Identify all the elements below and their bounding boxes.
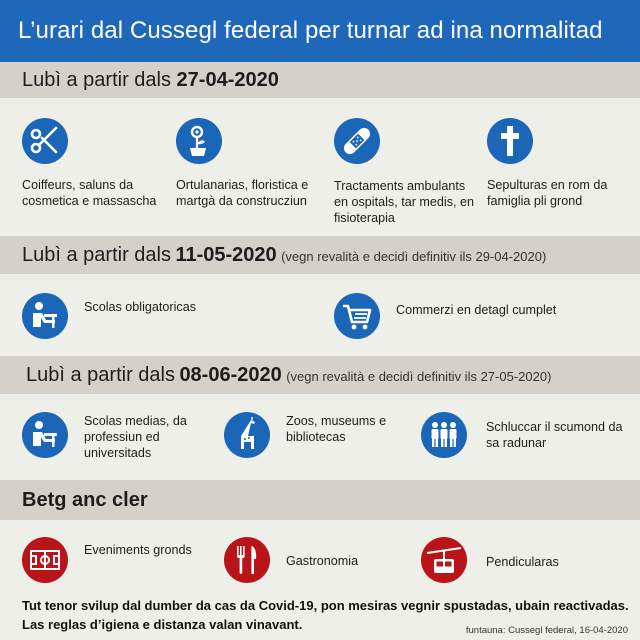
section-heading-prefix: Lubì a partir dals	[26, 364, 175, 386]
section-panel-4	[0, 520, 640, 592]
section-heading-prefix: Lubì a partir dals	[22, 244, 171, 266]
section-heading-date: 08-06-2020	[179, 364, 282, 386]
item-label-assembly: Schluccar il scumond da sa radunar	[486, 420, 623, 450]
cable-car-icon	[421, 537, 467, 583]
item-label-zoos: Zoos, museums e bibliotecas	[286, 414, 387, 444]
section-heading-prefix: Betg anc cler	[22, 489, 148, 511]
bandage-icon	[334, 118, 380, 164]
cutlery-icon	[224, 537, 270, 583]
item-label-schools: Scolas obligatoricas	[84, 300, 197, 314]
page-title: L’urari dal Cussegl federal per turnar ad ina normalitad	[0, 0, 640, 62]
item-label-retail: Commerzi en detagl cumplet	[396, 303, 557, 317]
item-label-garden-centres: Ortulanarias, floristica e martgà da construcziun	[176, 178, 309, 208]
section-header-1	[0, 62, 640, 98]
cross-icon	[487, 118, 533, 164]
section-heading-note: (vegn revalità e decidì definitiv ils 29-04-2020)	[281, 249, 547, 264]
source-credit: funtauna: Cussegl federal, 16-04-2020	[465, 625, 628, 636]
section-header-3	[0, 356, 640, 394]
section-panel-3	[0, 394, 640, 476]
section-heading-note: (vegn revalità e decidì definitiv ils 27-05-2020)	[286, 369, 552, 384]
item-label-cable-cars: Pendicularas	[486, 555, 559, 569]
section-heading-prefix: Lubì a partir dals	[22, 69, 171, 91]
item-label-big-events: Eveniments gronds	[84, 543, 192, 557]
item-label-gastronomy: Gastronomia	[286, 554, 359, 568]
school-desk-icon	[22, 293, 68, 339]
section-header-2	[0, 236, 640, 274]
section-panel-1	[0, 98, 640, 230]
section-heading-date: 27-04-2020	[176, 69, 279, 91]
section-panel-2	[0, 274, 640, 350]
flower-pot-icon	[176, 118, 222, 164]
stadium-icon	[22, 537, 68, 583]
footer-note: Tut tenor svilup dal dumber da cas da Covid-19, pon mesiras vegnir spustadas, ubain reactivadas. Las reglas d’igiena e distanza valan vinavant.	[22, 598, 629, 632]
section-header-4	[0, 480, 640, 520]
item-label-hairdressers: Coiffeurs, saluns da cosmetica e massascha	[22, 178, 157, 208]
item-label-higher-schools: Scolas medias, da professiun ed universitads	[84, 414, 187, 460]
section-heading-date: 11-05-2020	[175, 244, 277, 266]
group-icon	[421, 412, 467, 458]
shopping-cart-icon	[334, 293, 380, 339]
item-label-treatments: Tractaments ambulants en ospitals, tar medis, en fisioterapia	[334, 179, 475, 225]
giraffe-icon	[224, 412, 270, 458]
item-label-funerals: Sepulturas en rom da famiglia pli grond	[487, 178, 608, 208]
school-desk-icon	[22, 412, 68, 458]
scissors-icon	[22, 118, 68, 164]
